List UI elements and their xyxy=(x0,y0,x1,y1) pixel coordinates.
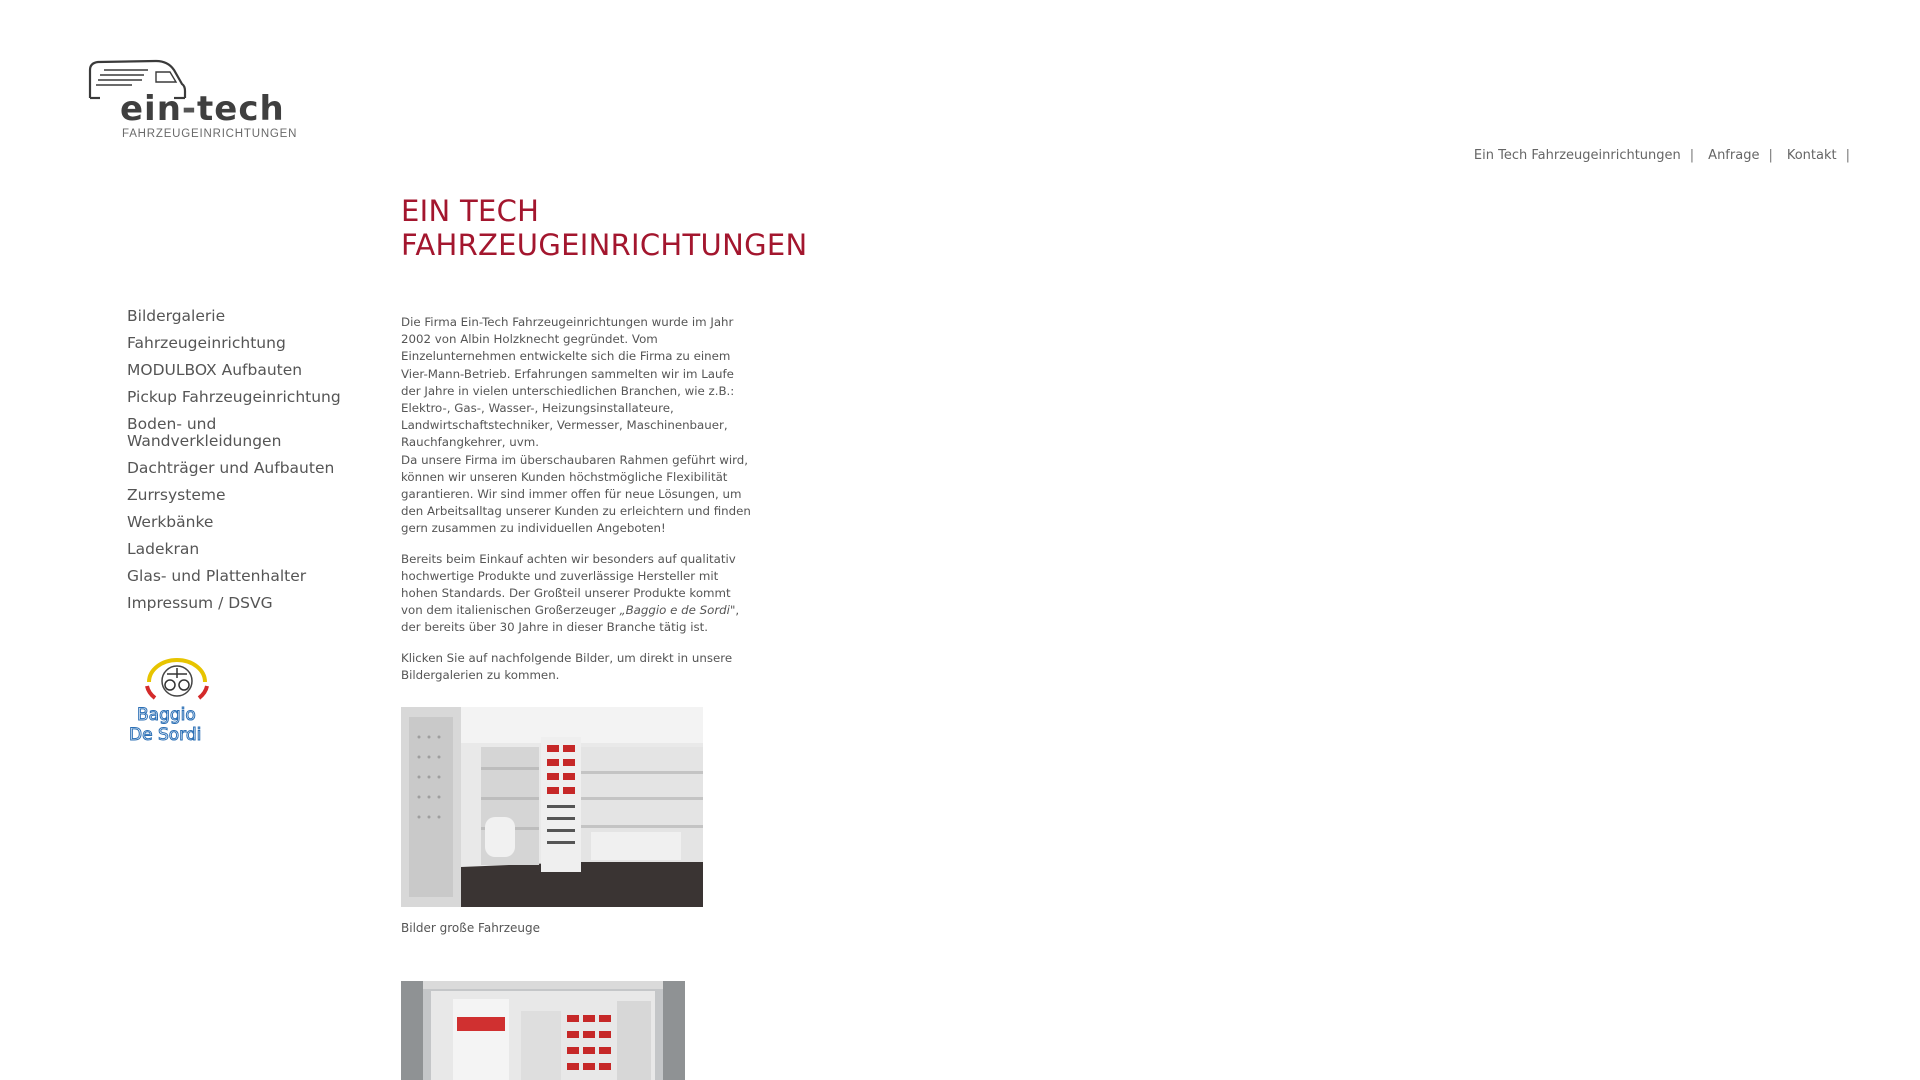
sidebar-nav xyxy=(127,308,347,622)
top-nav-link-anfrage[interactable]: Anfrage xyxy=(1708,148,1760,163)
partner-logo-line-2: De Sordi xyxy=(129,725,202,745)
sidebar-item-werkbaenke[interactable]: Werkbänke xyxy=(127,513,214,531)
page-title-line-1: EIN TECH xyxy=(401,194,540,228)
small-van-photo xyxy=(401,981,685,1080)
top-nav-link-kontakt[interactable]: Kontakt xyxy=(1786,148,1837,163)
gallery-image-large-vehicles[interactable] xyxy=(401,707,703,907)
sidebar-item-fahrzeugeinrichtung[interactable]: Fahrzeugeinrichtung xyxy=(127,334,286,352)
top-nav-link-home[interactable]: Ein Tech Fahrzeugeinrichtungen xyxy=(1473,148,1681,163)
intro-text-part-1: Die Firma Ein-Tech Fahrzeugeinrichtungen wurde im Jahr 2002 von Albin Holzknecht gegründet. Vom Einzelunternehmen entwickelte sich die Firma zu einem Vier-Mann-Betrieb. Erfahrungen sammelten wir im Laufe der Jahre in vielen unterschiedlichen Branchen, wie z.B.: Elektro-, Gas-, Wasser-, Heizungsinstallateure, Landwirtschaftstechniker, Vermesser, Maschinenbauer, Rauchfangkehrer, uvm. xyxy=(401,315,735,450)
page-title-line-2: FAHRZEUGEINRICHTUNGEN xyxy=(401,228,808,262)
supplier-text-end: , der bereits über 30 Jahre in dieser Branche tätig ist. xyxy=(401,603,740,635)
logo-tagline: FAHRZEUGEINRICHTUNGEN xyxy=(122,128,298,140)
supplier-paragraph xyxy=(401,551,751,637)
gallery-hint-paragraph: Klicken Sie auf nachfolgende Bilder, um direkt in unsere Bildergalerien zu kommen. xyxy=(401,650,733,682)
sidebar-item-boden-wand[interactable]: Boden- und Wandverkleidungen xyxy=(127,415,282,450)
sidebar-item-dachtraeger[interactable]: Dachträger und Aufbauten xyxy=(127,459,335,477)
gallery-image-small-vehicles[interactable] xyxy=(401,981,685,1080)
sidebar-item-modulbox[interactable]: MODULBOX Aufbauten xyxy=(127,361,303,379)
intro-paragraph xyxy=(401,314,751,538)
top-nav xyxy=(1474,148,1850,163)
sidebar-item-impressum[interactable]: Impressum / DSVG xyxy=(127,594,273,612)
supplier-name: „Baggio e de Sordi" xyxy=(619,603,736,618)
main-content xyxy=(401,314,751,697)
top-nav-separator: | xyxy=(1689,148,1695,163)
sidebar-item-ladekran[interactable]: Ladekran xyxy=(127,540,200,558)
sidebar-item-glas-plattenhalter[interactable]: Glas- und Plattenhalter xyxy=(127,567,307,585)
site-logo[interactable] xyxy=(86,58,298,142)
partner-logo-line-1: Baggio xyxy=(137,705,196,725)
intro-text-part-2: Da unsere Firma im überschaubaren Rahmen geführt wird, können wir unseren Kunden höchstmögliche Flexibilität garantieren. Wir sind immer offen für neue Lösungen, um den Arbeitsalltag unserer Kunden zu erleichtern und finden gern zusammen zu individuellen Angeboten! xyxy=(401,452,751,536)
sidebar-item-pickup[interactable]: Pickup Fahrzeugeinrichtung xyxy=(127,388,341,406)
gallery-caption-large-vehicles[interactable]: Bilder große Fahrzeuge xyxy=(401,921,541,935)
partner-logo-baggio-de-sordi[interactable] xyxy=(127,656,237,748)
page-title xyxy=(401,194,921,262)
baggio-emblem-icon xyxy=(127,656,237,748)
top-nav-separator: | xyxy=(1768,148,1773,163)
supplier-text: Bereits beim Einkauf achten wir besonders auf qualitativ hochwertige Produkte und zuverlässige Hersteller mit hohen Standards. Der Großteil unserer Produkte kommt von dem italienischen Großerzeuger xyxy=(401,551,736,618)
sidebar-item-zurrsysteme[interactable]: Zurrsysteme xyxy=(127,486,226,504)
sidebar-item-bildergalerie[interactable]: Bildergalerie xyxy=(127,307,226,325)
logo-wordmark: ein-tech xyxy=(120,89,285,129)
van-interior-photo xyxy=(401,707,703,907)
top-nav-separator: | xyxy=(1845,148,1850,163)
